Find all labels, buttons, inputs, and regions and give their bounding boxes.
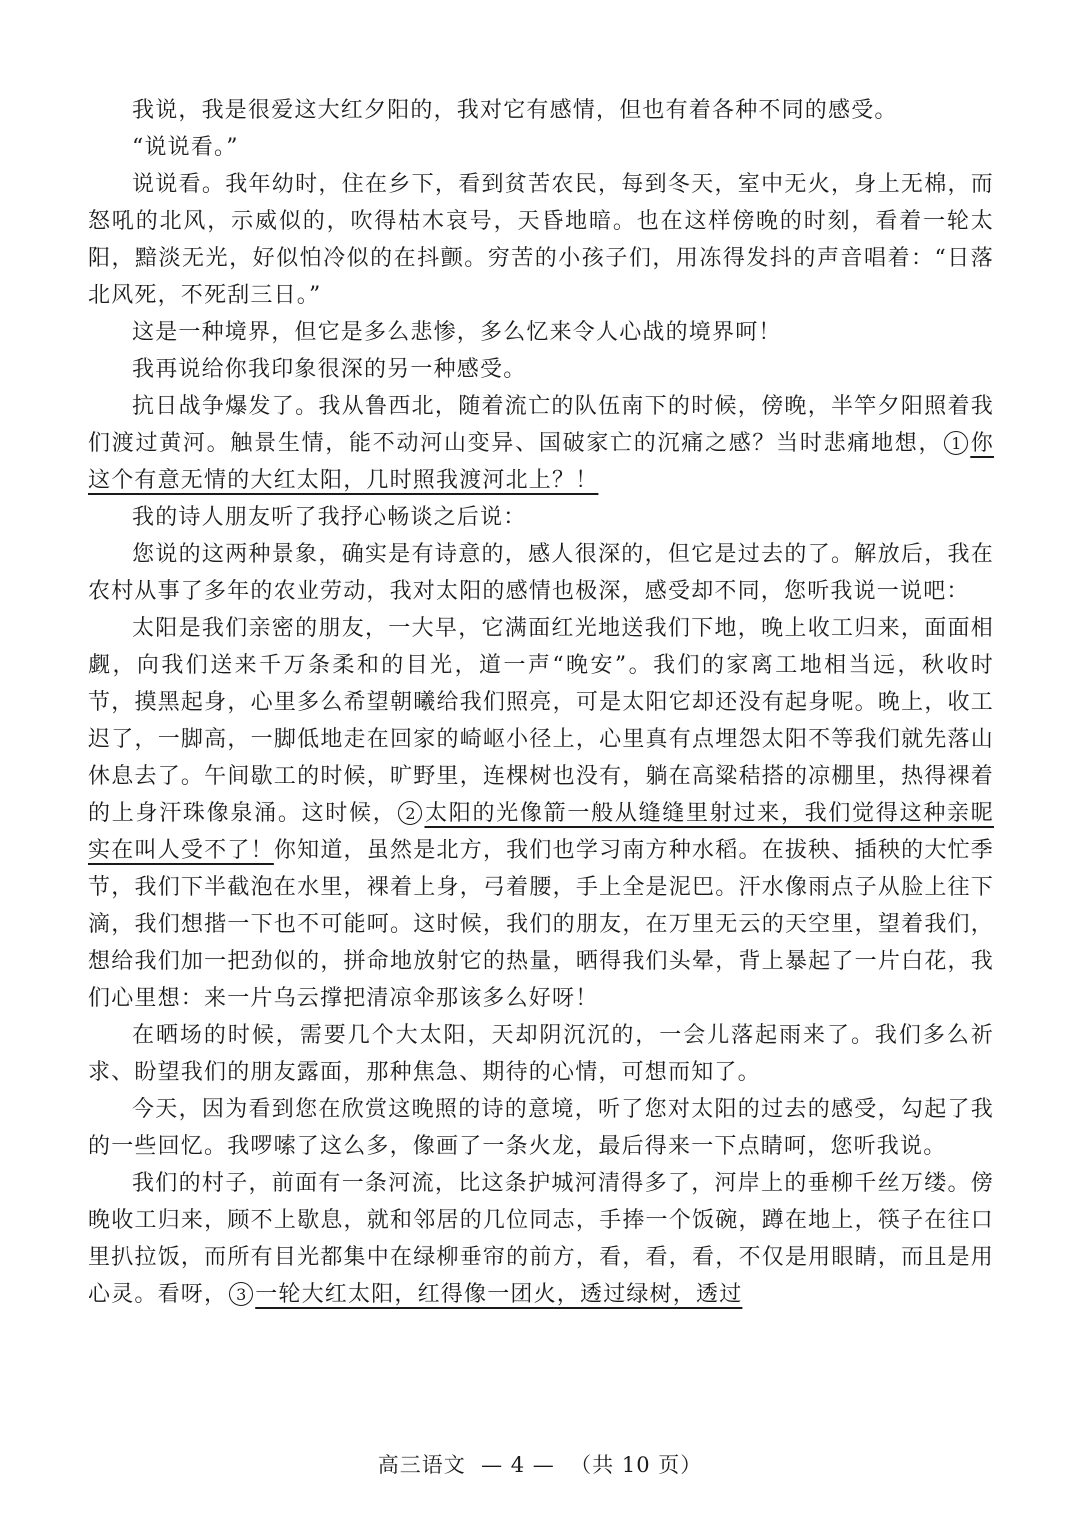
paragraph-12: 我们的村子，前面有一条河流，比这条护城河清得多了，河岸上的垂柳千丝万缕。傍晚收工归来，顾不上歇息，就和邻居的几位同志，手捧一个饭碗，蹲在地上，筷子在往口里扒拉饭，而所有目光都集中在绿柳垂帘的前方，看，看，看，不仅是用眼睛，而且是用心灵。看呀， 3 一轮大红太阳，红得像一团火，透过绿树，透过 — [88, 1171, 994, 1307]
paragraph-8: 您说的这两种景象，确实是有诗意的，感人很深的，但它是过去的了。解放后，我在农村从事了多年的农业劳动，我对太阳的感情也极深，感受却不同，您听我说一说吧： — [88, 542, 994, 604]
paragraph-11: 今天，因为看到您在欣赏这晚照的诗的意境，听了您对太阳的过去的感受，勾起了我的一些回忆。我啰嗦了这么多，像画了一条火龙，最后得来一下点睛呵，您听我说。 — [88, 1097, 994, 1159]
paragraph-6: 抗日战争爆发了。我从鲁西北，随着流亡的队伍南下的时候，傍晚，半竿夕阳照着我们渡过黄河。触景生情，能不动河山变异、国破家亡的沉痛之感？当时悲痛地想， 1 你这个有意无情的大红太阳，几时照我渡河北上？！ — [88, 394, 995, 493]
paragraph-5: 我再说给你我印象很深的另一种感受。 — [132, 357, 527, 382]
paragraph-9: 太阳是我们亲密的朋友，一大早，它满面红光地送我们下地，晚上收工归来，面面相觑，向我们送来千万条柔和的目光，道一声“晚安”。我们的家离工地相当远，秋收时节，摸黑起身，心里多么希望朝曦给我们照亮，可是太阳它却还没有起身呢。晚上，收工迟了，一脚高，一脚低地走在回家的崎岖小径上，心里真有点埋怨太阳不等我们就先落山休息去了。午间歇工的时候，旷野里，连棵树也没有，躺在高粱秸搭的凉棚里，热得裸着的上身汗珠像泉涌。这时候， 2 太阳的光像箭一般从缝缝里射过来，我们觉得这种亲昵实在叫人受不了！你知道，虽然是北方，我们也学习南方种水稻。在拔秧、插秧的大忙季节，我们下半截泡在水里，裸着上身，弓着腰，手上全是泥巴。汗水像雨点子从脸上往下滴，我们想揩一下也不可能呵。这时候，我们的朋友，在万里无云的天空里，望着我们，想给我们加一把劲似的，拼命地放射它的热量，晒得我们头晕，背上暴起了一片白花，我们心里想：来一片乌云撑把清凉伞那该多么好呀！ — [88, 616, 994, 1011]
circled-number-3: 3 — [229, 1282, 253, 1306]
paragraph-7: 我的诗人朋友听了我抒心畅谈之后说： — [132, 505, 527, 530]
paragraph-1: 我说，我是很爱这大红夕阳的，我对它有感情，但也有着各种不同的感受。 — [132, 98, 898, 123]
page-footer: 高三语文 — 4 — （共 10 页） — [377, 1453, 703, 1477]
underlined-sentence-2: 2 太阳的光像箭一般从缝缝里射过来，我们觉得这种亲昵实在叫人受不了！ — [88, 801, 994, 863]
circled-number-2: 2 — [398, 801, 422, 825]
paragraph-4: 这是一种境界，但它是多么悲惨，多么忆来令人心战的境界呵！ — [132, 320, 782, 345]
paragraph-3: 说说看。我年幼时，住在乡下，看到贫苦农民，每到冬天，室中无火，身上无棉，而怒吼的北风，示威似的，吹得枯木哀号，天昏地暗。也在这样傍晚的时刻，看着一轮太阳，黯淡无光，好似怕冷似的在抖颤。穷苦的小孩子们，用冻得发抖的声音唱着：“日落北风死，不死刮三日。” — [88, 172, 994, 308]
underlined-sentence-3: 3 一轮大红太阳，红得像一团火，透过绿树，透过 — [227, 1282, 742, 1307]
reading-passage — [88, 92, 994, 1313]
paragraph-2: “说说看。” — [132, 135, 239, 160]
underlined-sentence-1: 1 你这个有意无情的大红太阳，几时照我渡河北上？！ — [88, 431, 995, 493]
circled-number-1: 1 — [944, 431, 968, 455]
paragraph-10: 在晒场的时候，需要几个大太阳，天却阴沉沉的，一会儿落起雨来了。我们多么祈求、盼望我们的朋友露面，那种焦急、期待的心情，可想而知了。 — [88, 1023, 994, 1085]
